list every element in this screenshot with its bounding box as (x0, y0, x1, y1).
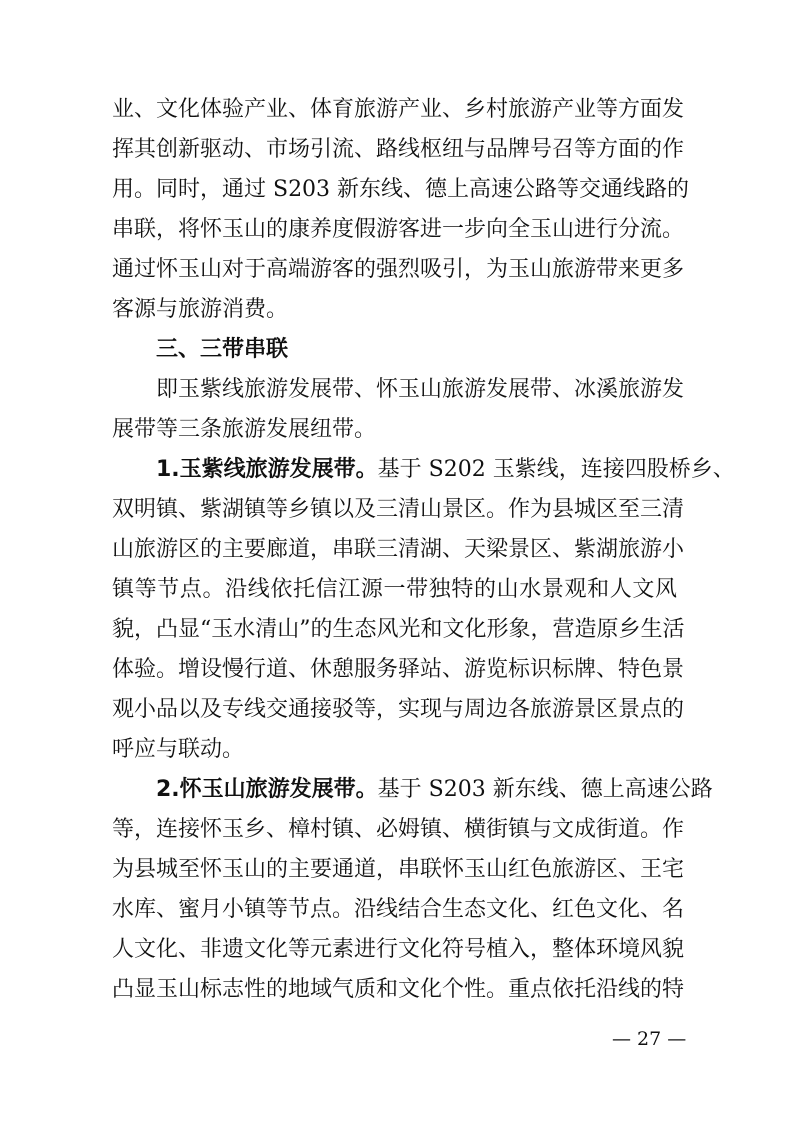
text-line: 展带等三条旅游发展纽带。 (112, 417, 377, 442)
text-line: 体验。增设慢行道、休憩服务驿站、游览标识标牌、特色景 (112, 657, 685, 682)
subsection-title: 2.怀玉山旅游发展带。 (156, 777, 378, 802)
text-line: 貌，凸显“玉水清山”的生态风光和文化形象，营造原乡生活 (112, 617, 685, 642)
text-line: 挥其创新驱动、市场引流、路线枢纽与品牌号召等方面的作 (112, 137, 685, 162)
text-line: 用。同时，通过 S203 新东线、德上高速公路等交通线路的 (112, 177, 690, 202)
text-span: 基于 S202 玉紫线，连接四股桥乡、 (377, 457, 735, 482)
paragraph-first-line (112, 450, 735, 490)
body-text (112, 90, 735, 1010)
text-line: 客源与旅游消费。 (112, 297, 289, 322)
subsection-title: 1.玉紫线旅游发展带。 (156, 457, 378, 482)
text-line: 双明镇、紫湖镇等乡镇以及三清山景区。作为县城区至三清 (112, 497, 685, 522)
section-heading: 三、三带串联 (156, 337, 289, 362)
text-line: 山旅游区的主要廊道，串联三清湖、天梁景区、紫湖旅游小 (112, 537, 685, 562)
paragraph-first-line (112, 770, 713, 810)
text-line: 呼应与联动。 (112, 737, 245, 762)
text-line: 等，连接怀玉乡、樟村镇、必姆镇、横街镇与文成街道。作 (112, 817, 685, 842)
text-span: 基于 S203 新东线、德上高速公路 (377, 777, 713, 802)
text-line: 镇等节点。沿线依托信江源一带独特的山水景观和人文风 (112, 577, 677, 602)
text-line: 串联，将怀玉山的康养度假游客进一步向全玉山进行分流。 (112, 217, 685, 242)
text-line: 观小品以及专线交通接驳等，实现与周边各旅游景区景点的 (112, 697, 685, 722)
text-line: 即玉紫线旅游发展带、怀玉山旅游发展带、冰溪旅游发 (156, 377, 685, 402)
text-line: 通过怀玉山对于高端游客的强烈吸引，为玉山旅游带来更多 (112, 257, 685, 282)
text-line: 业、文化体验产业、体育旅游产业、乡村旅游产业等方面发 (112, 97, 685, 122)
text-line: 为县城至怀玉山的主要通道，串联怀玉山红色旅游区、王宅 (112, 857, 685, 882)
text-line: 凸显玉山标志性的地域气质和文化个性。重点依托沿线的特 (112, 977, 685, 1002)
text-line: 水库、蜜月小镇等节点。沿线结合生态文化、红色文化、名 (112, 897, 685, 922)
text-line: 人文化、非遗文化等元素进行文化符号植入，整体环境风貌 (112, 937, 685, 962)
page-number: — 27 — (612, 1028, 687, 1050)
